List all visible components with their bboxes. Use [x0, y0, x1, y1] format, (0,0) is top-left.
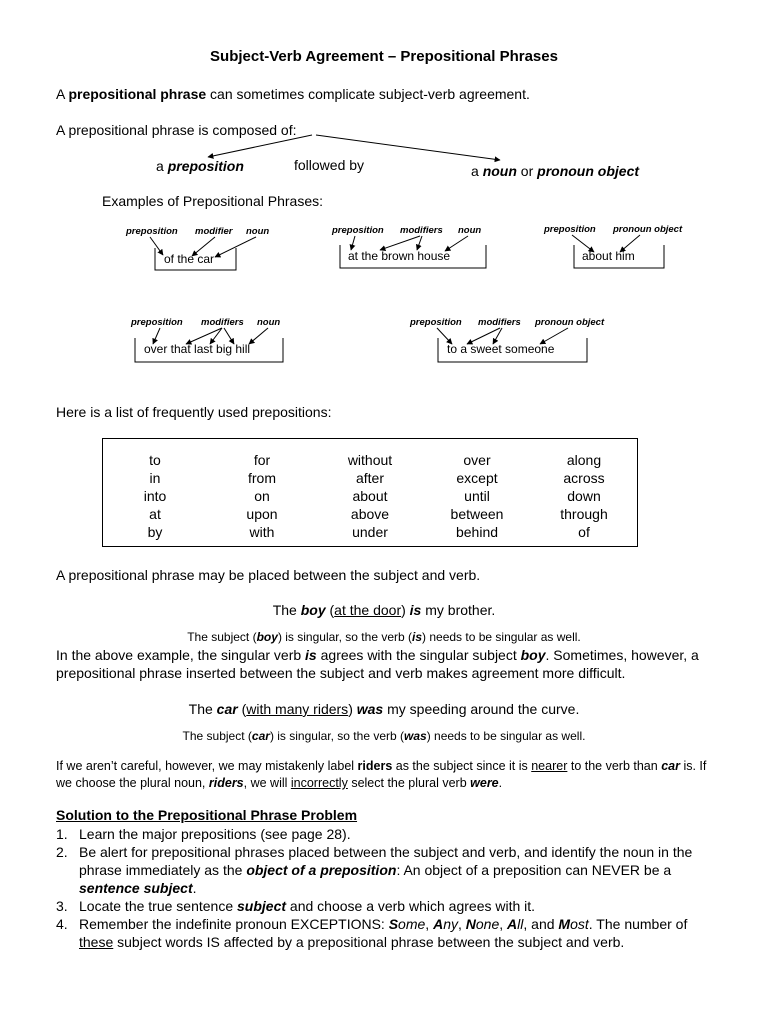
note2-b: ) is singular, so the verb (	[269, 729, 404, 743]
solution-text	[79, 915, 724, 951]
s4-ome: ome	[398, 916, 426, 932]
prepositions-column-1	[105, 451, 205, 541]
preposition-item: through	[560, 506, 608, 522]
para1-c: . Sometimes, however, a prepositional phrase inserted between the subject and verb makes agreement more difficult.	[56, 647, 699, 681]
intro-sentence	[56, 86, 530, 103]
preposition-item: along	[566, 452, 602, 468]
para2-riders-2: riders	[208, 776, 244, 790]
solution-number: 2.	[56, 844, 68, 860]
solution-text: Learn the major prepositions (see page 28).	[79, 826, 351, 842]
solution-item-4	[56, 915, 726, 969]
example-4-label-noun: noun	[257, 317, 281, 328]
page-title: Subject-Verb Agreement – Prepositional Phrases	[210, 48, 558, 65]
s3-subject: subject	[237, 898, 287, 914]
preposition-item: about	[352, 488, 388, 504]
note1-verb: is	[412, 630, 423, 644]
example-3-label-pronoun-object: pronoun object	[613, 224, 683, 235]
s4-and: , and	[523, 916, 559, 932]
s4-ny: ny	[443, 916, 458, 932]
intro-bold-term: prepositional phrase	[68, 86, 207, 102]
s4-M: M	[558, 916, 571, 932]
s4-c: subject words IS affected by a prepositional phrase between the subject and verb.	[113, 934, 625, 950]
ex2-the: The	[188, 701, 217, 717]
para2-f: select the plural verb	[347, 776, 471, 790]
ex2-prepositional-phrase: with many riders	[246, 701, 349, 717]
composition-sentence: A prepositional phrase is composed of:	[56, 122, 297, 138]
note2-a: The subject (	[182, 729, 252, 743]
prepositions-list-heading: Here is a list of frequently used prepositions:	[56, 404, 332, 420]
preposition-item: in	[149, 470, 161, 486]
note2-verb: was	[404, 729, 427, 743]
article-a-2: a	[471, 163, 483, 179]
note1-a: The subject (	[187, 630, 257, 644]
para2-were: were	[470, 776, 499, 790]
s2-object-of-preposition: object of a preposition	[246, 862, 397, 878]
para1-b: agrees with the singular subject	[316, 647, 521, 663]
example-3-phrase: about him	[582, 249, 635, 263]
preposition-item: at	[149, 506, 161, 522]
note1-b: ) is singular, so the verb (	[277, 630, 412, 644]
ex1-verb: is	[409, 602, 422, 618]
para2-d: is. If we choose the plural noun,	[56, 759, 707, 790]
s3-c: and choose a verb which agrees with it.	[286, 898, 536, 914]
solution-text	[79, 843, 724, 897]
example-2-phrase: at the brown house	[348, 249, 451, 263]
solution-heading: Solution to the Prepositional Phrase Problem	[56, 807, 358, 823]
solution-item-1	[56, 825, 726, 843]
note-1	[0, 630, 768, 645]
example-3-label-preposition: preposition	[544, 224, 596, 235]
s4-these: these	[79, 934, 114, 950]
example-4-phrase: over that last big hill	[144, 342, 251, 356]
preposition-item: from	[248, 470, 276, 486]
para2-riders: riders	[357, 759, 393, 773]
preposition-item: of	[578, 524, 590, 540]
s2-a: Be alert for prepositional phrases placed between the subject and verb, and identify the noun in the phrase immediately as the	[79, 844, 693, 878]
prepositions-column-4	[427, 451, 527, 541]
or-word: or	[516, 163, 538, 179]
example-4-label-preposition: preposition	[131, 317, 183, 328]
solution-item-3	[56, 897, 726, 915]
example-2-label-preposition: preposition	[332, 225, 384, 236]
ex1-paren-open: (	[325, 602, 335, 618]
ex2-verb: was	[356, 701, 384, 717]
note-2	[0, 729, 768, 744]
prepositions-column-3	[320, 451, 420, 541]
s4-S: S	[388, 916, 399, 932]
note1-c: ) needs to be singular as well.	[422, 630, 581, 644]
article-a: a	[156, 158, 168, 174]
example-1-phrase: of the car	[164, 252, 215, 266]
s4-sep: ,	[499, 916, 508, 932]
s4-ll: ll	[517, 916, 524, 932]
prepositions-column-5	[534, 451, 634, 541]
preposition-item: without	[347, 452, 393, 468]
para1-a: In the above example, the singular verb	[56, 647, 306, 663]
example-5-phrase: to a sweet someone	[447, 342, 555, 356]
preposition-item: above	[350, 506, 390, 522]
note2-c: ) needs to be singular as well.	[426, 729, 586, 743]
preposition-item: on	[254, 488, 270, 504]
example-4-label-modifiers: modifiers	[201, 317, 244, 328]
prepositions-table	[102, 438, 638, 547]
prepositions-column-2	[212, 451, 312, 541]
example-1-label-noun: noun	[246, 226, 270, 237]
preposition-item: except	[456, 470, 498, 486]
noun-word: noun	[482, 163, 517, 179]
solution-number: 1.	[56, 826, 68, 842]
pronoun-object-word: pronoun object	[537, 163, 640, 179]
preposition-item: with	[249, 524, 275, 540]
intro-text-rest: can sometimes complicate subject-verb agreement.	[206, 86, 530, 102]
preposition-item: by	[147, 524, 163, 540]
para1-verb: is	[305, 647, 317, 663]
preposition-item: for	[253, 452, 271, 468]
s4-N: N	[465, 916, 476, 932]
example-1-label-preposition: preposition	[126, 226, 178, 237]
paragraph-1	[56, 646, 724, 682]
para1-subject: boy	[520, 647, 546, 663]
s4-a: Remember the indefinite pronoun EXCEPTIONS:	[79, 916, 389, 932]
s2-e: .	[192, 880, 197, 896]
ex1-paren-close: )	[401, 602, 410, 618]
para2-nearer: nearer	[531, 759, 568, 773]
example-1-label-modifier: modifier	[195, 226, 233, 237]
para2-car: car	[661, 759, 680, 773]
preposition-item: behind	[455, 524, 499, 540]
examples-heading: Examples of Prepositional Phrases:	[102, 193, 323, 209]
para2-a: If we aren’t careful, however, we may mistakenly label	[56, 759, 358, 773]
solution-number: 4.	[56, 916, 68, 932]
ex2-paren-open: (	[237, 701, 247, 717]
ex1-the: The	[272, 602, 301, 618]
preposition-item: under	[352, 524, 388, 540]
preposition-item: until	[464, 488, 490, 504]
preposition-item: between	[450, 506, 504, 522]
para2-incorrectly: incorrectly	[290, 776, 348, 790]
para2-g: .	[498, 776, 503, 790]
ex1-prepositional-phrase: at the door	[334, 602, 402, 618]
s4-A2: A	[507, 916, 518, 932]
preposition-item: over	[463, 452, 491, 468]
preposition-item: after	[355, 470, 384, 486]
preposition-item: down	[567, 488, 601, 504]
example-2-label-modifiers: modifiers	[400, 225, 443, 236]
s4-sep: ,	[457, 916, 466, 932]
para2-b: as the subject since it is	[392, 759, 532, 773]
example-5-label-pronoun-object: pronoun object	[535, 317, 605, 328]
followed-by-label: followed by	[294, 157, 365, 173]
s2-c: : An object of a preposition can NEVER be a	[396, 862, 672, 878]
preposition-item: to	[149, 452, 161, 468]
s4-ost: ost	[570, 916, 589, 932]
s4-one: one	[475, 916, 500, 932]
example-sentence-1	[0, 602, 768, 619]
note1-subject: boy	[256, 630, 278, 644]
noun-term	[471, 163, 639, 180]
preposition-item: upon	[246, 506, 278, 522]
preposition-item: into	[143, 488, 167, 504]
ex1-subject: boy	[300, 602, 326, 618]
s4-b: . The number of	[588, 916, 688, 932]
solution-item-2	[56, 843, 726, 897]
preposition-word: preposition	[167, 158, 244, 174]
solution-text	[79, 897, 724, 915]
example-2-label-noun: noun	[458, 225, 482, 236]
ex1-rest: my brother.	[421, 602, 496, 618]
s2-sentence-subject: sentence subject	[79, 880, 193, 896]
paragraph-2	[56, 758, 724, 792]
ex2-rest: my speeding around the curve.	[383, 701, 580, 717]
solution-number: 3.	[56, 898, 68, 914]
preposition-item: across	[563, 470, 605, 486]
note2-subject: car	[251, 729, 270, 743]
s4-sep: ,	[425, 916, 434, 932]
ex2-subject: car	[216, 701, 238, 717]
placement-sentence: A prepositional phrase may be placed between the subject and verb.	[56, 567, 481, 583]
para2-c: to the verb than	[567, 759, 662, 773]
s3-a: Locate the true sentence	[79, 898, 237, 914]
s4-A: A	[433, 916, 444, 932]
example-sentence-2	[0, 701, 768, 718]
example-5-label-modifiers: modifiers	[478, 317, 521, 328]
preposition-term	[156, 158, 244, 175]
intro-text: A	[56, 86, 69, 102]
ex2-paren-close: )	[348, 701, 357, 717]
example-5-label-preposition: preposition	[410, 317, 462, 328]
para2-e: , we will	[243, 776, 291, 790]
